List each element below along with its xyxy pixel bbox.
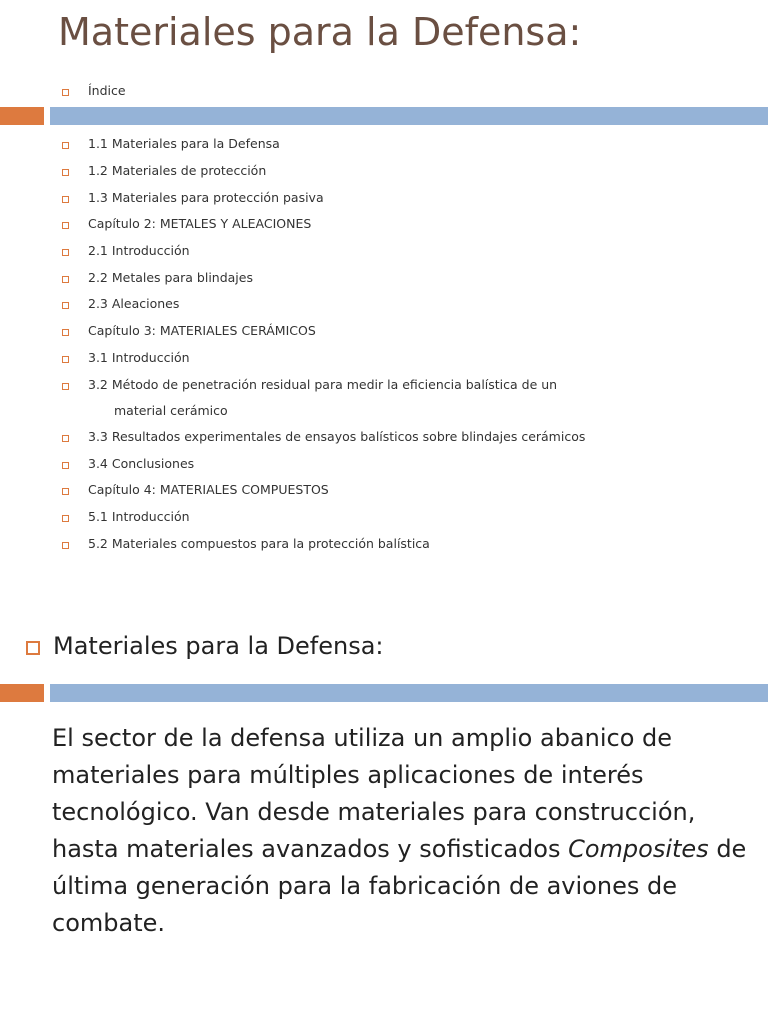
bullet-icon bbox=[62, 329, 69, 336]
paragraph-emphasis: Composites bbox=[568, 835, 709, 863]
toc-item-continuation: material cerámico bbox=[114, 403, 228, 418]
divider-accent-blue bbox=[50, 107, 768, 125]
toc-item: 5.1 Introducción bbox=[88, 509, 190, 524]
toc-item: 1.3 Materiales para protección pasiva bbox=[88, 190, 324, 205]
section-heading: Materiales para la Defensa: bbox=[53, 632, 384, 660]
divider-bar bbox=[0, 684, 768, 702]
toc-item: 5.2 Materiales compuestos para la protección balística bbox=[88, 536, 430, 551]
bullet-icon bbox=[62, 169, 69, 176]
toc-item: 3.4 Conclusiones bbox=[88, 456, 195, 471]
toc-item: 3.3 Resultados experimentales de ensayos balísticos sobre blindajes cerámicos bbox=[88, 429, 586, 444]
toc-item: 1.1 Materiales para la Defensa bbox=[88, 136, 280, 151]
index-label: Índice bbox=[88, 83, 126, 98]
toc-item: 3.2 Método de penetración residual para medir la eficiencia balística de un bbox=[88, 377, 558, 392]
bullet-icon bbox=[62, 142, 69, 149]
bullet-icon bbox=[26, 641, 40, 655]
bullet-icon bbox=[62, 515, 69, 522]
divider-accent-orange bbox=[0, 684, 44, 702]
toc-item: Capítulo 3: MATERIALES CERÁMICOS bbox=[88, 323, 316, 338]
body-paragraph bbox=[52, 720, 752, 942]
bullet-icon bbox=[62, 542, 69, 549]
bullet-icon bbox=[62, 276, 69, 283]
bullet-icon bbox=[62, 356, 69, 363]
toc-item: 2.2 Metales para blindajes bbox=[88, 270, 253, 285]
bullet-icon bbox=[62, 302, 69, 309]
toc-item: 2.3 Aleaciones bbox=[88, 296, 180, 311]
toc-item: Capítulo 2: METALES Y ALEACIONES bbox=[88, 216, 312, 231]
paragraph-text: El sector de la defensa utiliza un amplio abanico de materiales para múltiples aplicaciones de interés tecnológico. Van desde materiales para construcción, hasta materiales avanzados y sofisticados bbox=[52, 724, 696, 863]
bullet-icon bbox=[62, 488, 69, 495]
bullet-icon bbox=[62, 222, 69, 229]
toc-item: Capítulo 4: MATERIALES COMPUESTOS bbox=[88, 482, 329, 497]
toc-item: 1.2 Materiales de protección bbox=[88, 163, 267, 178]
paragraph-text: de última generación para la fabricación de aviones de combate. bbox=[52, 835, 747, 937]
toc-item: 3.1 Introducción bbox=[88, 350, 190, 365]
bullet-icon bbox=[62, 383, 69, 390]
divider-bar bbox=[0, 107, 768, 125]
toc-item: 2.1 Introducción bbox=[88, 243, 190, 258]
bullet-icon bbox=[62, 435, 69, 442]
divider-accent-orange bbox=[0, 107, 44, 125]
bullet-icon bbox=[62, 462, 69, 469]
page-title: Materiales para la Defensa: bbox=[58, 10, 582, 54]
bullet-icon bbox=[62, 196, 69, 203]
bullet-icon bbox=[62, 89, 69, 96]
divider-accent-blue bbox=[50, 684, 768, 702]
bullet-icon bbox=[62, 249, 69, 256]
